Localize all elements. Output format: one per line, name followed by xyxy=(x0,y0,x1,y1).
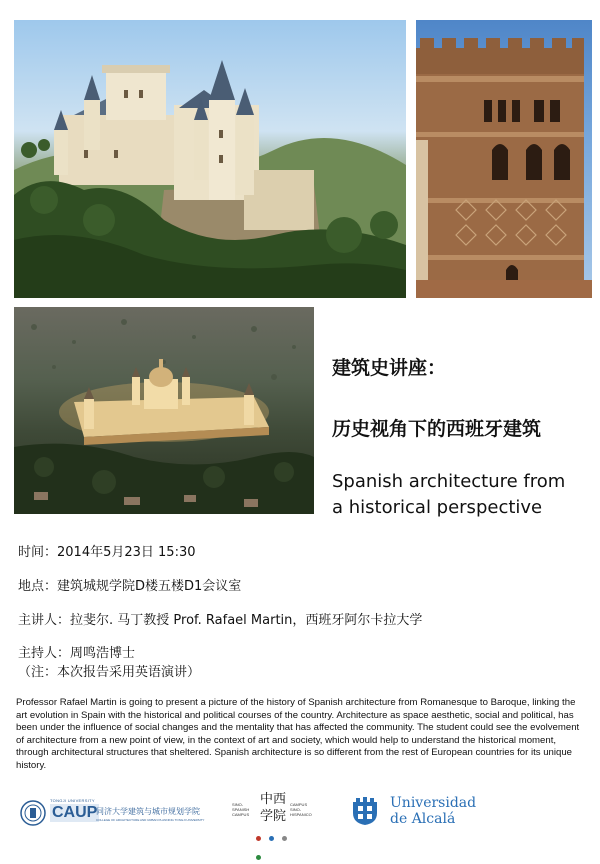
lecture-title-chinese: 历史视角下的西班牙建筑 xyxy=(332,418,542,440)
mudejar-tower-photo xyxy=(416,20,592,298)
event-speaker: 主讲人：拉斐尔. 马丁教授 Prof. Rafael Martin，西班牙阿尔卡拉大学 xyxy=(18,613,423,628)
caup-university-label: TONGJI UNIVERSITY xyxy=(50,798,95,803)
campus-logo-right-label: CAMPUS SINO-HISPANICO xyxy=(290,802,312,817)
campus-logo-chinese-top: 中西 xyxy=(260,792,287,807)
monastery-illustration xyxy=(14,307,314,514)
caup-name-english: COLLEGE OF ARCHITECTURE AND URBAN PLANNING TONGJI UNIVERSITY xyxy=(96,818,205,822)
sino-spanish-campus-logo xyxy=(232,788,316,836)
event-host: 主持人：周鸣浩博士 xyxy=(18,646,136,661)
event-language-note: （注：本次报告采用英语演讲） xyxy=(18,665,201,680)
caup-mark: CAUP xyxy=(52,804,98,821)
tower-illustration xyxy=(416,20,592,298)
campus-logo-chinese-bottom: 学院 xyxy=(260,809,287,824)
lecture-title-english-line2: a historical perspective xyxy=(332,497,543,518)
monastery-aerial-photo xyxy=(14,307,314,514)
campus-logo-dots xyxy=(256,826,292,832)
alcala-name-line2: de Alcalá xyxy=(390,811,456,827)
castle-illustration xyxy=(14,20,406,298)
alcala-crest-icon xyxy=(350,796,380,826)
lecture-title-english-line1: Spanish architecture from xyxy=(332,471,566,492)
tongji-seal-icon xyxy=(20,800,46,826)
lecture-series-title: 建筑史讲座： xyxy=(332,357,447,379)
campus-logo-left-label: SINO-SPANISH CAMPUS xyxy=(232,802,250,817)
event-time: 时间：2014年5月23日 15:30 xyxy=(18,545,196,560)
caup-logo xyxy=(20,796,205,830)
caup-name-chinese: 同济大学建筑与城市规划学院 xyxy=(96,807,200,816)
alcala-university-logo xyxy=(350,794,490,830)
alcala-name-line1: Universidad xyxy=(390,795,477,811)
event-location: 地点：建筑城规学院D楼五楼D1会议室 xyxy=(18,579,242,594)
castle-photo xyxy=(14,20,406,298)
lecture-description: Professor Rafael Martin is going to present a picture of the history of Spanish architecture from Romanesque to Baroque, linking the art evolution in Spain with the historical and political courses of the country. Architecture as space aesthetic, social and political, has been under the influence of social changes and the mentality that has affected the community. The student could see the evolvement of architecture from a new point of view, in the context of art and society, which would help to understand the historical moment, through architectural structures that sheltered. Spanish architecture is so different from the rest of European countries for its unique history. xyxy=(16,697,580,771)
